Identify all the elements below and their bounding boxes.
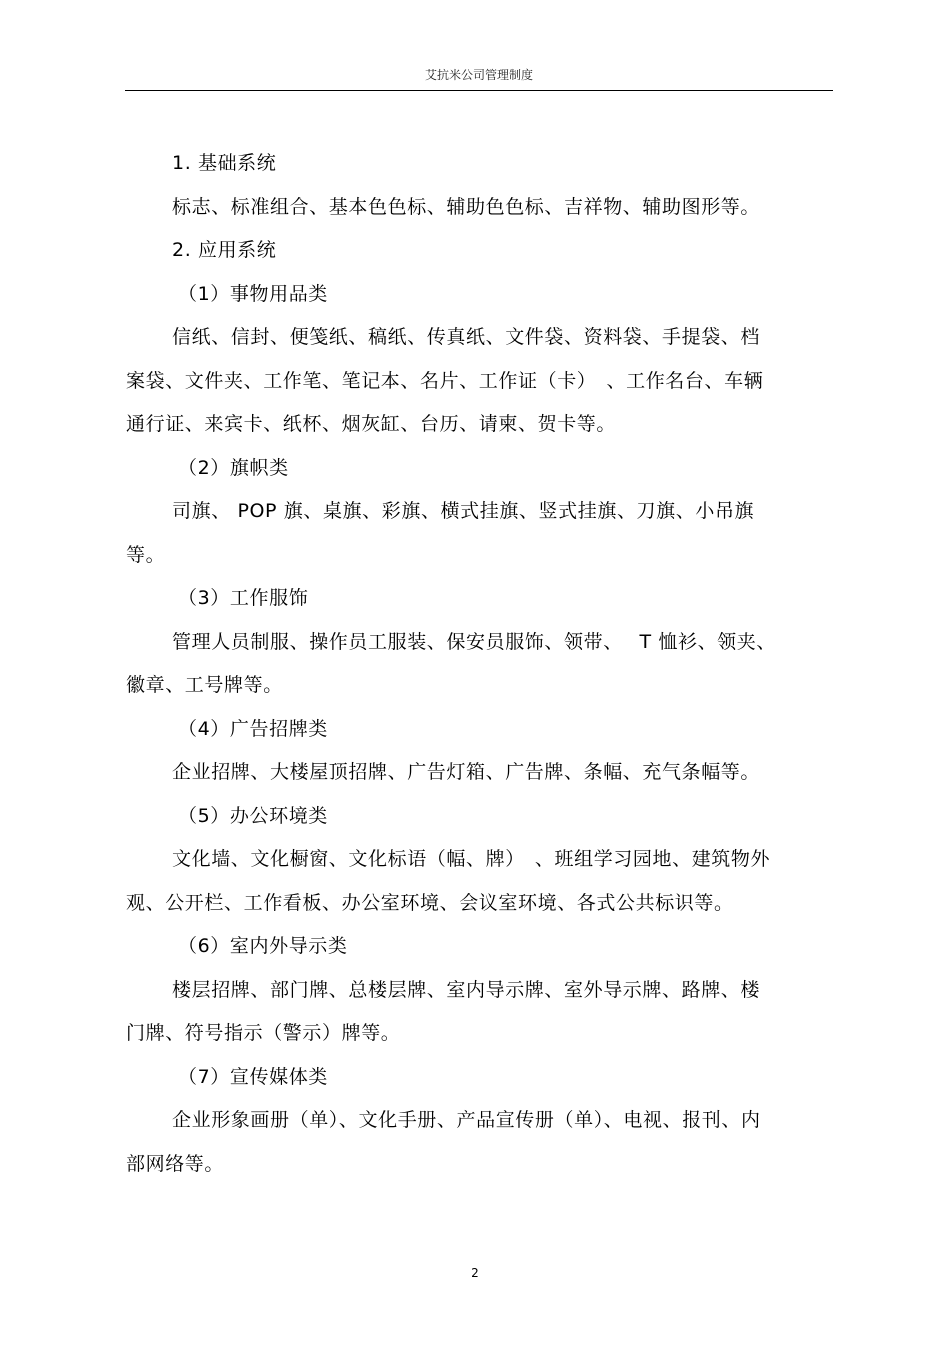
section-heading-basic-system: 1. 基础系统 <box>172 152 277 174</box>
paragraph-line: 案袋、文件夹、工作笔、笔记本、名片、工作证（卡） 、工作名台、车辆 <box>126 369 764 392</box>
paragraph-line: 信纸、信封、便笺纸、稿纸、传真纸、文件袋、资料袋、手提袋、档 <box>172 326 761 348</box>
paragraph-line: 部网络等。 <box>126 1152 225 1175</box>
paragraph-line: 楼层招牌、部门牌、总楼层牌、室内导示牌、室外导示牌、路牌、楼 <box>172 978 761 1001</box>
page-header-title: 艾抗米公司管理制度 <box>424 68 533 82</box>
paragraph-line: 门牌、符号指示（警示）牌等。 <box>126 1022 401 1044</box>
subsection-heading-work-clothing: （3）工作服饰 <box>178 587 309 609</box>
paragraph-line: 管理人员制服、操作员工服装、保安员服饰、领带、 T 恤衫、领夹、 <box>172 630 776 653</box>
paragraph-line: 徽章、工号牌等。 <box>126 674 283 696</box>
page-number: 2 <box>471 1266 479 1280</box>
paragraph-line: 文化墙、文化橱窗、文化标语（幅、牌） 、班组学习园地、建筑物外 <box>172 848 771 870</box>
section-heading-application-system: 2. 应用系统 <box>172 239 277 261</box>
paragraph-line: 司旗、 POP 旗、桌旗、彩旗、横式挂旗、竖式挂旗、刀旗、小吊旗 <box>172 500 755 522</box>
paragraph-line: 标志、标准组合、基本色色标、辅助色色标、吉祥物、辅助图形等。 <box>172 195 761 218</box>
subsection-heading-flags: （2）旗帜类 <box>178 456 289 479</box>
paragraph-line: 观、公开栏、工作看板、办公室环境、会议室环境、各式公共标识等。 <box>126 891 734 914</box>
paragraph-line: 通行证、来宾卡、纸杯、烟灰缸、台历、请柬、贺卡等。 <box>126 413 617 435</box>
header-divider <box>125 90 833 91</box>
paragraph-line: 企业形象画册（单）、文化手册、产品宣传册（单）、电视、报刊、内 <box>172 1109 761 1131</box>
subsection-heading-wayfinding: （6）室内外导示类 <box>178 935 348 957</box>
paragraph-line: 企业招牌、大楼屋顶招牌、广告灯箱、广告牌、条幅、充气条幅等。 <box>172 761 761 783</box>
document-body <box>126 142 826 1186</box>
subsection-heading-office-environment: （5）办公环境类 <box>178 804 328 827</box>
subsection-heading-office-supplies: （1）事物用品类 <box>178 282 328 305</box>
subsection-heading-media: （7）宣传媒体类 <box>178 1065 328 1088</box>
subsection-heading-advertising-signs: （4）广告招牌类 <box>178 717 328 740</box>
paragraph-line: 等。 <box>126 543 166 566</box>
